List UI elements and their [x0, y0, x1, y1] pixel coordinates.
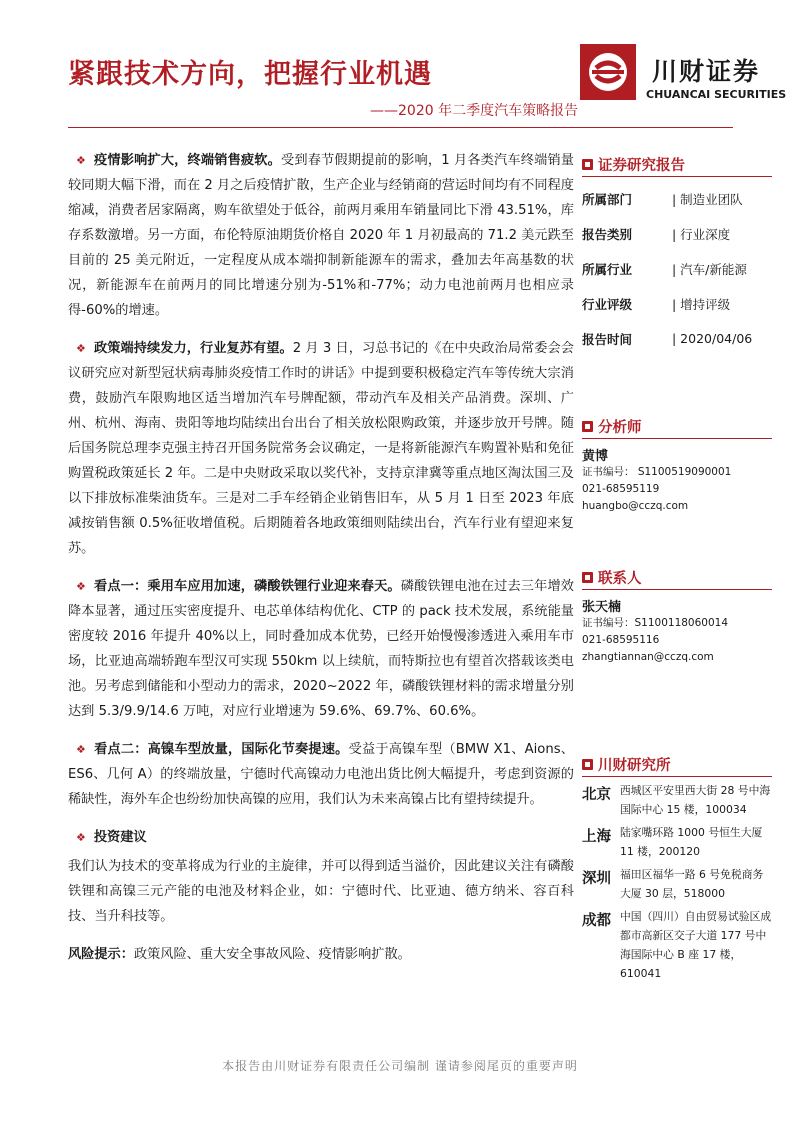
paragraph-epidemic — [68, 148, 574, 323]
section-square-icon — [582, 572, 593, 583]
section-title: 联系人 — [598, 570, 642, 587]
office-row — [582, 781, 772, 819]
risk-text: 政策风险、重大安全事故风险、疫情影响扩散。 — [133, 947, 411, 962]
office-city: 成都 — [582, 913, 611, 929]
section-title: 分析师 — [598, 419, 642, 436]
info-value: | 制造业团队 — [672, 191, 743, 207]
paragraph-high-nickel — [68, 737, 574, 812]
logo-company-name: 川财证券 — [652, 57, 761, 86]
section-square-icon — [582, 159, 593, 170]
report-info-panel — [582, 152, 772, 356]
section-investment-advice — [68, 825, 574, 850]
office-address: 西城区平安里西大街 28 号中海国际中心 15 楼，100034 — [620, 784, 771, 816]
office-address: 福田区福华一路 6 号免税商务大厦 30 层，518000 — [620, 868, 764, 900]
contact-email[interactable]: zhangtiannan@cczq.com — [582, 651, 714, 663]
report-subtitle: ——2020 年二季度汽车策略报告 — [370, 103, 579, 119]
analyst-panel — [582, 414, 772, 515]
info-row — [582, 181, 772, 216]
paragraph-policy — [68, 336, 574, 561]
paragraph-text: 2 月 3 日，习总书记的《在中央政治局常委会会议研究应对新型冠状病毒肺炎疫情工作时的讲话》中提到要积极稳定汽车等传统大宗消费，鼓励汽车限购地区适当增加汽车号牌配额，带动汽车及相关产品消费。深圳、广州、杭州、海南、贵阳等地均陆续出台出台了相关放松限购政策，并逐步放开号牌。随后国务院总理李克强主持召开国务院常务会议确定，一是将新能源汽车购置补贴和免征购置税政策延长 2 年。二是中央财政采取以奖代补，支持京津冀等重点地区淘汰国三及以下排放标准柴油货车。三是对二手车经销企业销售旧车，从 5 月 1 日至 2023 年底减按销售额 0.5%征收增值税。后期随着各地政策细则陆续出台，汽车行业有望迎来复苏。 — [68, 341, 574, 556]
analyst-name: 黄博 — [582, 449, 609, 464]
analyst-cert: 证书编号： S1100519090001 — [582, 466, 732, 478]
info-row — [582, 286, 772, 321]
info-value: | 增持评级 — [672, 296, 731, 312]
paragraph-risk — [68, 942, 574, 967]
paragraph-text: 受到春节假期提前的影响，1 月各类汽车终端销量较同期大幅下滑，而在 2 月之后疫情扩散，生产企业与经销商的营运时间均有不同程度缩减，消费者居家隔离，购车欲望处于低谷，前两月乘用车销量同比下滑 43.51%，库存系数激增。另一方面，布伦特原油期货价格自 2020 年 1 月初最高的 71.2 美元跌至目前的 25 美元附近，一定程度从成本端抑制新能源车的需求，叠加去年高基数的状况，新能源车在前两月的同比增速分别为-51%和-77%；动力电池前两月也相应录得-60%的增速。 — [68, 153, 574, 318]
office-address: 中国（四川）自由贸易试验区成都市高新区交子大道 177 号中海国际中心 B 座 17 楼，610041 — [620, 910, 772, 980]
info-row — [582, 251, 772, 286]
office-city: 深圳 — [582, 871, 611, 887]
office-address: 陆家嘴环路 1000 号恒生大厦 11 楼，200120 — [620, 826, 763, 858]
paragraph-lead: 看点一：乘用车应用加速，磷酸铁锂行业迎来春天。 — [94, 579, 401, 594]
section-header — [582, 152, 772, 177]
diamond-bullet-icon: ❖ — [76, 342, 86, 355]
institute-panel — [582, 752, 772, 983]
page-footer: 本报告由川财证券有限责任公司编制 谨请参阅尾页的重要声明 — [222, 1059, 578, 1073]
section-header — [582, 414, 772, 439]
section-title: 证券研究报告 — [598, 157, 685, 174]
office-row — [582, 823, 772, 861]
paragraph-advice: 我们认为技术的变革将成为行业的主旋律，并可以得到适当溢价，因此建议关注有磷酸铁锂和高镍三元产能的电池及材料企业，如：宁德时代、比亚迪、德方纳米、容百科技、当升科技等。 — [68, 859, 574, 924]
info-value: | 2020/04/06 — [672, 331, 753, 346]
paragraph-text: 受益于高镍车型（BMW X1、Aions、ES6、几何 A）的终端放量，宁德时代高镍动力电池出货比例大幅提升，考虑到资源的稀缺性，海外车企也纷纷加快高镍的应用，我们认为未来高镍占比有望持续提升。 — [68, 742, 574, 807]
office-city: 上海 — [582, 829, 611, 845]
section-header — [582, 752, 772, 777]
header-divider — [68, 127, 733, 128]
info-row — [582, 321, 772, 356]
info-row — [582, 216, 772, 251]
info-value: | 行业深度 — [672, 226, 731, 242]
contact-cert: 证书编号：S1100118060014 — [582, 617, 729, 629]
section-title: 川财研究所 — [598, 757, 671, 774]
diamond-bullet-icon: ❖ — [76, 743, 87, 756]
report-title: 紧跟技术方向，把握行业机遇 — [68, 59, 432, 90]
info-key: 报告类别 — [582, 226, 633, 242]
contact-phone: 021-68595116 — [582, 634, 660, 646]
paragraph-text: 磷酸铁锂电池在过去三年增效降本显著，通过压实密度提升、电芯单体结构优化、CTP 的 pack 技术发展，系统能量密度较 2016 年提升 40%以上，同时叠加成本优势，已经开始慢慢渗透进入乘用车市场，比亚迪高端轿跑车型汉可实现 550km 以上续航，而特斯拉也有望首次搭载该类电池。另考虑到储能和小型动力的需求，2020~2022 年，磷酸铁锂材料的需求增量分别达到 5.3/9.9/14.6 万吨，对应行业增速为 59.6%、69.7%、60.6%。 — [68, 579, 574, 719]
contact-panel — [582, 565, 772, 666]
paragraph-lead: 疫情影响扩大，终端销售疲软。 — [94, 153, 281, 168]
main-content — [68, 148, 574, 980]
contact-name: 张天楠 — [582, 600, 622, 615]
info-key: 所属部门 — [582, 191, 633, 207]
analyst-email[interactable]: huangbo@cczq.com — [582, 500, 689, 512]
info-key: 报告时间 — [582, 331, 633, 347]
info-key: 所属行业 — [582, 261, 633, 277]
section-header — [582, 565, 772, 590]
diamond-bullet-icon: ❖ — [76, 831, 86, 844]
diamond-bullet-icon: ❖ — [76, 154, 87, 167]
paragraph-lfp — [68, 574, 574, 724]
office-row — [582, 865, 772, 903]
section-heading: 投资建议 — [93, 830, 147, 845]
section-square-icon — [582, 759, 593, 770]
info-key: 行业评级 — [582, 296, 633, 312]
paragraph-lead: 政策端持续发力，行业复苏有望。 — [93, 341, 293, 356]
analyst-phone: 021-68595119 — [582, 483, 660, 495]
info-value: | 汽车/新能源 — [672, 261, 747, 277]
office-city: 北京 — [582, 787, 611, 803]
risk-label: 风险提示： — [68, 947, 134, 962]
logo-company-english: CHUANCAI SECURITIES — [646, 88, 787, 101]
office-row — [582, 907, 772, 983]
logo-mark-icon — [578, 40, 644, 102]
diamond-bullet-icon: ❖ — [76, 580, 87, 593]
section-square-icon — [582, 421, 593, 432]
paragraph-lead: 看点二：高镍车型放量，国际化节奏提速。 — [94, 742, 349, 757]
